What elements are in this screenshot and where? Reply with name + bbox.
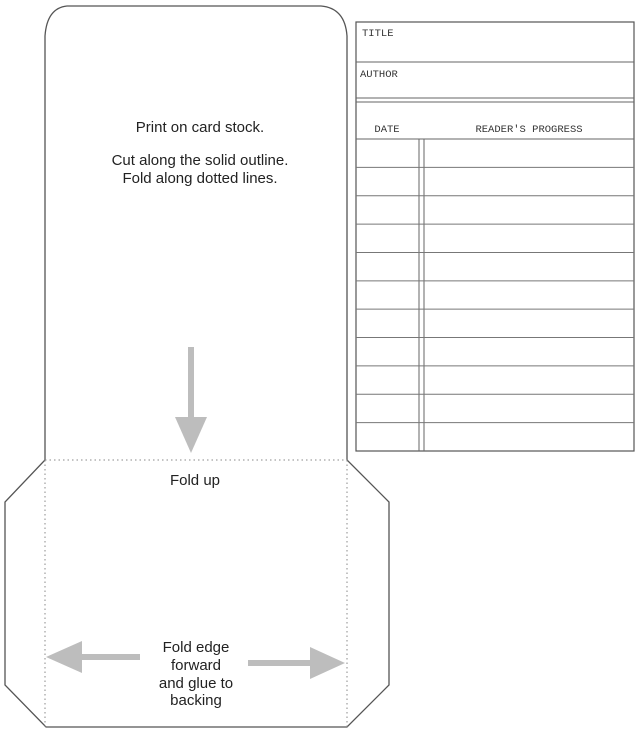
instruction-fold: Fold along dotted lines.: [122, 170, 278, 187]
card-outline: [356, 22, 634, 451]
side-fold-line-4: backing: [170, 692, 222, 709]
side-fold-line-3: and glue to: [158, 675, 234, 692]
side-fold-line-1: Fold edge: [162, 639, 230, 656]
card-title-label: TITLE: [362, 28, 394, 40]
fold-up-label: Fold up: [169, 472, 221, 489]
library-card: [356, 22, 634, 451]
pocket-cut-outline: [5, 6, 389, 727]
pocket-template: [5, 6, 389, 727]
instruction-cut: Cut along the solid outline.: [111, 152, 289, 169]
instruction-print: Print on card stock.: [135, 119, 265, 136]
date-column-header: DATE: [374, 124, 400, 136]
progress-column-header: READER'S PROGRESS: [475, 124, 583, 136]
card-author-label: AUTHOR: [360, 69, 398, 81]
side-fold-line-2: forward: [170, 657, 222, 674]
